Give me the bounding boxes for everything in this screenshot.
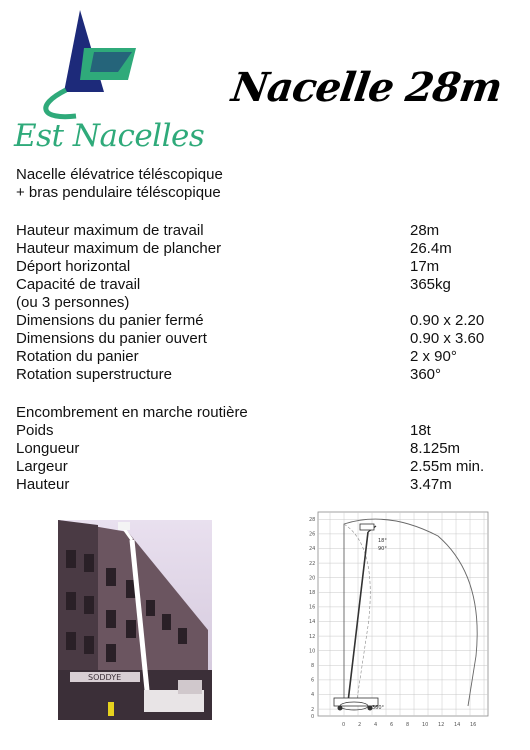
y-tick-label: 12 <box>309 633 316 640</box>
description-line-2: + bras pendulaire téléscopique <box>16 184 221 201</box>
y-tick-label: 10 <box>309 648 316 655</box>
x-tick-label: 14 <box>454 722 461 728</box>
y-tick-label: 22 <box>309 560 316 567</box>
road-label: Poids <box>16 422 54 439</box>
y-tick-label: 24 <box>309 546 316 553</box>
road-value: 3.47m <box>410 476 452 493</box>
basket-angle-label: 18° <box>378 538 387 544</box>
spec-label: Dimensions du panier ouvert <box>16 330 207 347</box>
logo-swoosh <box>46 90 76 117</box>
x-tick-label: 0 <box>342 722 346 728</box>
y-tick-label: 4 <box>311 692 315 699</box>
road-label: Hauteur <box>16 476 70 493</box>
x-tick-label: 2 <box>358 722 362 728</box>
x-tick-label: 6 <box>390 722 394 728</box>
road-label: Largeur <box>16 458 68 475</box>
basket-rotation-label: 90° <box>378 546 387 552</box>
lift-photo-illustration <box>58 520 212 720</box>
spec-value: 17m <box>410 258 440 275</box>
y-tick-label: 6 <box>311 677 315 684</box>
spec-label: Capacité de travail <box>16 276 141 293</box>
working-range-diagram <box>308 506 496 734</box>
description-line-1: Nacelle élévatrice téléscopique <box>16 166 223 183</box>
superstructure-rotation-label: 360° <box>372 705 385 711</box>
y-tick-label: 28 <box>309 517 316 523</box>
spec-value: 28m <box>410 222 440 239</box>
spec-label: (ou 3 personnes) <box>16 294 130 311</box>
y-tick-label: 2 <box>311 706 315 713</box>
spec-value: 0.90 x 3.60 <box>410 330 485 347</box>
road-label: Longueur <box>16 440 80 457</box>
x-tick-label: 10 <box>422 722 429 728</box>
spec-label: Rotation du panier <box>16 348 139 365</box>
logo-mark <box>6 6 171 126</box>
spec-value: 365kg <box>410 276 451 293</box>
diagram-y-ticks <box>309 517 315 720</box>
y-tick-label: 20 <box>309 575 316 582</box>
x-tick-label: 8 <box>406 722 410 728</box>
y-tick-label: 18 <box>309 590 316 596</box>
spec-value: 26.4m <box>410 240 452 257</box>
y-tick-label: 8 <box>311 663 315 669</box>
x-tick-label: 12 <box>438 722 445 728</box>
est-nacelles-logo <box>6 6 205 161</box>
spec-label: Dimensions du panier fermé <box>16 312 204 329</box>
spec-label: Déport horizontal <box>16 258 131 275</box>
spec-label: Hauteur maximum de travail <box>16 222 204 239</box>
x-tick-label: 16 <box>470 722 477 728</box>
road-heading: Encombrement en marche routière <box>16 404 248 421</box>
basket-shape <box>360 524 374 530</box>
y-tick-label: 14 <box>309 619 316 626</box>
y-tick-label: 0 <box>311 714 315 720</box>
logo-text: Est Nacelles <box>14 118 205 154</box>
road-value: 18t <box>410 422 431 439</box>
range-chart <box>308 506 496 734</box>
x-tick-label: 4 <box>374 722 378 728</box>
spec-value: 2 x 90° <box>410 348 457 365</box>
y-tick-label: 16 <box>309 604 316 611</box>
y-tick-label: 26 <box>309 531 316 538</box>
road-value: 2.55m min. <box>410 458 485 475</box>
spec-label: Rotation superstructure <box>16 366 172 383</box>
road-value: 8.125m <box>410 440 461 457</box>
page-title: Nacelle 28m <box>228 64 505 111</box>
spec-label: Hauteur maximum de plancher <box>16 240 222 257</box>
spec-value: 360° <box>410 366 442 383</box>
spec-value: 0.90 x 2.20 <box>410 312 485 329</box>
diagram-x-ticks <box>342 722 476 728</box>
lift-photo <box>58 520 212 720</box>
shop-sign-text: SODDYE <box>88 673 122 682</box>
